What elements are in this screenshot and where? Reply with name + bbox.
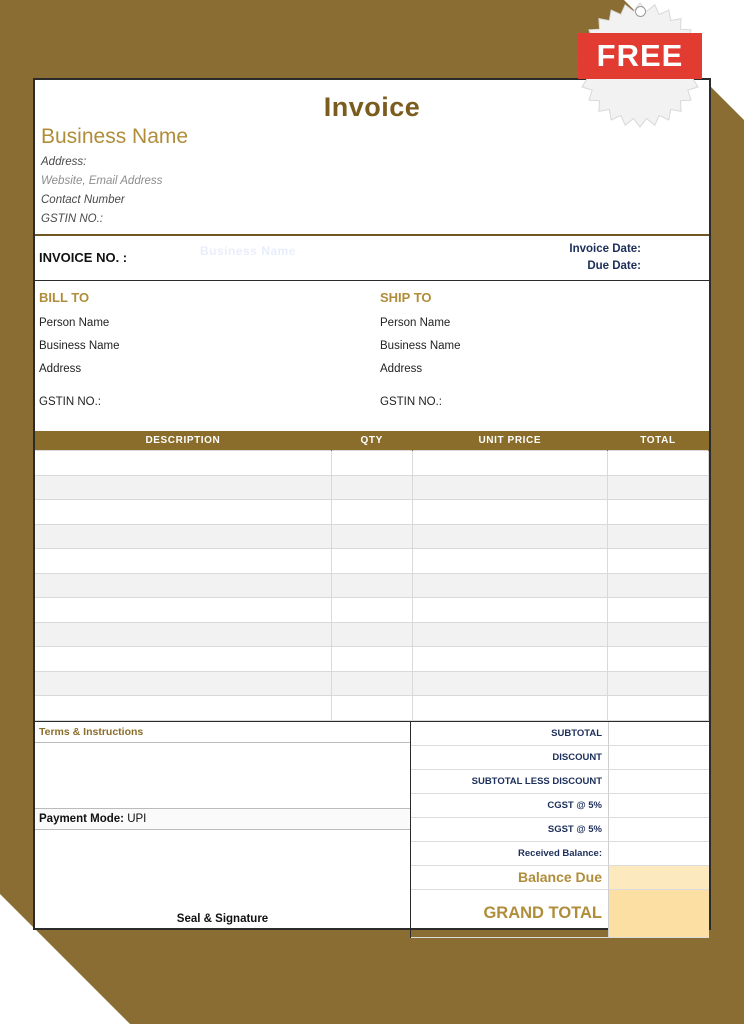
total-row [411,818,709,842]
invoice-footer [35,721,709,938]
cell-qty[interactable] [331,549,412,574]
ship-to-business: Business Name [380,340,461,352]
cell-total[interactable] [607,622,708,647]
ship-to-address: Address [380,363,423,375]
line-items-body [35,451,709,721]
badge-hole-icon [635,6,646,17]
cell-description[interactable] [35,524,331,549]
cell-unit_price[interactable] [412,475,607,500]
ship-to-block [372,281,709,431]
cell-qty[interactable] [331,647,412,672]
cell-unit_price[interactable] [412,671,607,696]
total-value[interactable] [608,890,709,938]
invoice-paper [33,78,711,930]
terms-heading: Terms & Instructions [35,722,410,743]
total-value[interactable] [608,722,709,746]
cell-total[interactable] [607,598,708,623]
business-website-email: Website, Email Address [41,175,163,187]
column-header-description: DESCRIPTION [35,431,331,451]
table-row[interactable] [35,696,709,721]
total-value[interactable] [608,794,709,818]
column-header-total: TOTAL [607,431,708,451]
total-value[interactable] [608,770,709,794]
total-row [411,746,709,770]
cell-description[interactable] [35,573,331,598]
total-label: Received Balance: [411,842,608,866]
total-label: SUBTOTAL LESS DISCOUNT [411,770,608,794]
total-label: CGST @ 5% [411,794,608,818]
table-row[interactable] [35,671,709,696]
cell-unit_price[interactable] [412,451,607,476]
cell-qty[interactable] [331,451,412,476]
cell-unit_price[interactable] [412,524,607,549]
due-date-label: Due Date: [587,260,641,272]
total-value[interactable] [608,746,709,770]
table-row[interactable] [35,549,709,574]
payment-mode-value[interactable]: UPI [127,812,147,825]
bill-to-heading: BILL TO [39,290,90,305]
cell-qty[interactable] [331,573,412,598]
total-value[interactable] [608,818,709,842]
cell-total[interactable] [607,500,708,525]
table-row[interactable] [35,573,709,598]
ship-to-person: Person Name [380,317,451,329]
addresses-row [35,281,709,431]
cell-qty[interactable] [331,696,412,721]
cell-description[interactable] [35,451,331,476]
invoice-date-label: Invoice Date: [569,243,641,255]
table-row[interactable] [35,647,709,672]
cell-description[interactable] [35,647,331,672]
bill-to-business: Business Name [39,340,120,352]
total-label: Balance Due [411,866,608,890]
total-label: SUBTOTAL [411,722,608,746]
total-label: GRAND TOTAL [411,890,608,938]
cell-description[interactable] [35,622,331,647]
table-row[interactable] [35,598,709,623]
total-row [411,722,709,746]
cell-total[interactable] [607,451,708,476]
cell-unit_price[interactable] [412,549,607,574]
cell-total[interactable] [607,549,708,574]
ship-to-gstin: GSTIN NO.: [380,396,442,408]
table-row[interactable] [35,451,709,476]
total-label: DISCOUNT [411,746,608,770]
total-row [411,866,709,890]
watermark-text: Business Name [200,244,296,258]
invoice-content [35,80,709,938]
payment-mode-label: Payment Mode: [39,812,124,825]
cell-total[interactable] [607,573,708,598]
cell-unit_price[interactable] [412,696,607,721]
cell-unit_price[interactable] [412,573,607,598]
cell-qty[interactable] [331,475,412,500]
payment-mode-row [35,808,410,830]
cell-qty[interactable] [331,524,412,549]
totals-block [411,722,709,938]
seal-and-signature-label: Seal & Signature [176,912,269,925]
total-value[interactable] [608,866,709,890]
cell-description[interactable] [35,475,331,500]
business-gstin: GSTIN NO.: [41,213,103,225]
invoice-number-label: INVOICE NO. : [39,250,128,265]
table-row[interactable] [35,475,709,500]
terms-body[interactable] [35,743,410,808]
bill-to-block [35,281,372,431]
business-contact-number: Contact Number [41,194,125,206]
signature-area [35,830,410,928]
table-row[interactable] [35,622,709,647]
cell-qty[interactable] [331,622,412,647]
column-header-qty: QTY [331,431,412,451]
cell-qty[interactable] [331,598,412,623]
cell-unit_price[interactable] [412,500,607,525]
line-items-table [35,431,709,721]
table-row[interactable] [35,500,709,525]
cell-total[interactable] [607,671,708,696]
table-header-row [35,431,709,451]
cell-description[interactable] [35,598,331,623]
total-value[interactable] [608,842,709,866]
cell-description[interactable] [35,696,331,721]
cell-qty[interactable] [331,500,412,525]
badge-label: FREE [578,33,702,79]
cell-description[interactable] [35,671,331,696]
table-row[interactable] [35,524,709,549]
terms-block [35,722,411,938]
invoice-dates-block [341,236,709,280]
cell-description[interactable] [35,549,331,574]
cell-total[interactable] [607,524,708,549]
cell-qty[interactable] [331,671,412,696]
bill-to-gstin: GSTIN NO.: [39,396,101,408]
business-info-block [35,125,709,225]
cell-unit_price[interactable] [412,598,607,623]
total-label: SGST @ 5% [411,818,608,842]
free-badge [575,0,705,130]
cell-total[interactable] [607,696,708,721]
cell-total[interactable] [607,647,708,672]
total-row [411,842,709,866]
total-row [411,890,709,938]
cell-unit_price[interactable] [412,622,607,647]
column-header-unit-price: UNIT PRICE [412,431,607,451]
total-row [411,794,709,818]
cell-total[interactable] [607,475,708,500]
business-name: Business Name [41,125,189,148]
page-title: Invoice [323,92,421,122]
cell-description[interactable] [35,500,331,525]
ship-to-heading: SHIP TO [380,290,432,305]
bill-to-address: Address [39,363,82,375]
business-address-label: Address: [41,156,87,168]
cell-unit_price[interactable] [412,647,607,672]
bill-to-person: Person Name [39,317,110,329]
total-row [411,770,709,794]
invoice-meta-row [35,236,709,280]
